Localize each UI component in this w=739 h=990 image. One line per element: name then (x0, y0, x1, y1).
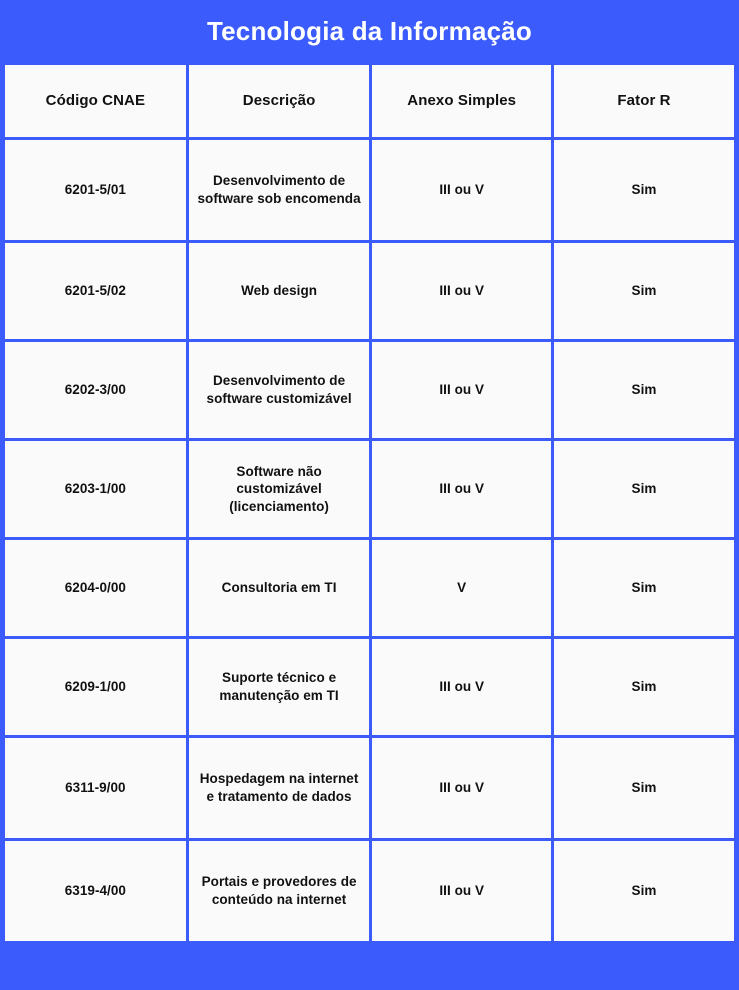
table-header-row (5, 65, 734, 137)
cell-descricao: Portais e provedores de conteúdo na internet (189, 841, 370, 941)
cell-fator: Sim (554, 738, 734, 838)
cell-fator: Sim (554, 243, 734, 339)
column-header-fator: Fator R (554, 65, 734, 137)
cell-fator: Sim (554, 540, 734, 636)
cell-anexo: III ou V (372, 140, 551, 240)
cell-codigo: 6201-5/02 (5, 243, 186, 339)
cell-anexo: III ou V (372, 639, 551, 735)
table-row (5, 738, 734, 838)
cell-anexo: III ou V (372, 738, 551, 838)
column-header-codigo: Código CNAE (5, 65, 186, 137)
cell-codigo: 6203-1/00 (5, 441, 186, 537)
cell-anexo: III ou V (372, 342, 551, 438)
table-row (5, 243, 734, 339)
cell-fator: Sim (554, 342, 734, 438)
table-body (5, 140, 734, 941)
cell-codigo: 6319-4/00 (5, 841, 186, 941)
footer-strip (0, 944, 739, 990)
column-header-anexo: Anexo Simples (372, 65, 551, 137)
cell-anexo: III ou V (372, 841, 551, 941)
cell-fator: Sim (554, 140, 734, 240)
table-row (5, 342, 734, 438)
cell-codigo: 6204-0/00 (5, 540, 186, 636)
cell-descricao: Desenvolvimento de software customizável (189, 342, 370, 438)
title-banner (0, 0, 739, 62)
cell-descricao: Web design (189, 243, 370, 339)
column-header-descricao: Descrição (189, 65, 370, 137)
cell-descricao: Software não customizável (licenciamento) (189, 441, 370, 537)
cell-anexo: III ou V (372, 441, 551, 537)
page-title: Tecnologia da Informação (206, 15, 533, 46)
cell-fator: Sim (554, 441, 734, 537)
table-row (5, 140, 734, 240)
cell-fator: Sim (554, 841, 734, 941)
cnae-table (2, 62, 737, 944)
table-container (0, 62, 739, 944)
cell-descricao: Desenvolvimento de software sob encomenda (189, 140, 370, 240)
cell-codigo: 6202-3/00 (5, 342, 186, 438)
table-row (5, 639, 734, 735)
cell-fator: Sim (554, 639, 734, 735)
cell-codigo: 6209-1/00 (5, 639, 186, 735)
table-row (5, 540, 734, 636)
table-row (5, 841, 734, 941)
table-row (5, 441, 734, 537)
table-header (5, 65, 734, 137)
cell-descricao: Hospedagem na internet e tratamento de dados (189, 738, 370, 838)
cell-codigo: 6311-9/00 (5, 738, 186, 838)
cell-anexo: III ou V (372, 243, 551, 339)
cell-descricao: Suporte técnico e manutenção em TI (189, 639, 370, 735)
cell-descricao: Consultoria em TI (189, 540, 370, 636)
cell-anexo: V (372, 540, 551, 636)
cell-codigo: 6201-5/01 (5, 140, 186, 240)
